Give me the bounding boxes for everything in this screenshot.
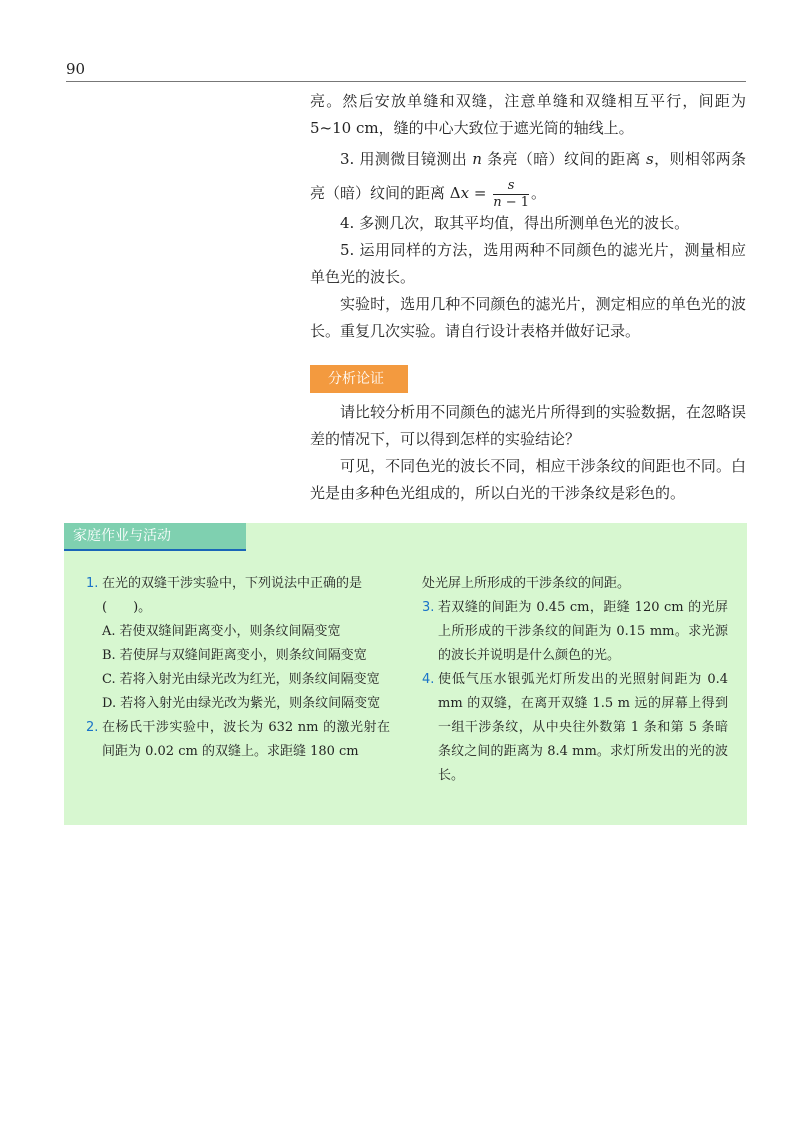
option-text: 若将入射光由绿光改为红光，则条纹间隔变宽 (119, 672, 380, 687)
paragraph-analysis-question: 请比较分析用不同颜色的滤光片所得到的实验数据，在忽略误差的情况下，可以得到怎样的实验结论？ (310, 403, 746, 448)
paragraph-step-4: 4. 多测几次，取其平均值，得出所测单色光的波长。 (340, 214, 690, 232)
option-text: 若使双缝间距离变小，则条纹间隔变宽 (119, 624, 341, 639)
question-3 (422, 596, 728, 668)
paragraph-step-3 (310, 142, 746, 210)
option-label: C. (102, 672, 116, 687)
paragraph-continuation: 亮。然后安放单缝和双缝，注意单缝和双缝相互平行，间距为5~10 cm，缝的中心大致位于遮光筒的轴线上。 (310, 92, 746, 137)
homework-panel (64, 523, 747, 825)
paragraph-analysis-conclusion: 可见，不同色光的波长不同，相应干涉条纹的间距也不同。白光是由多种色光组成的，所以白光的干涉条纹是彩色的。 (310, 457, 746, 502)
question-1-option-c (102, 668, 390, 692)
var-x: x (460, 184, 470, 202)
question-3-number: 3. (422, 600, 435, 615)
question-1-option-d (102, 692, 390, 716)
step3-text-5: 。 (531, 184, 547, 202)
option-label: A. (102, 624, 116, 639)
homework-title: 家庭作业与活动 (64, 523, 246, 551)
homework-left-column (86, 572, 390, 764)
step3-text-4: = (469, 184, 492, 202)
step3-text-3: ，则相邻两条亮（暗）纹间的距离 Δ (310, 150, 746, 202)
var-n: n (472, 150, 482, 168)
question-2 (86, 716, 390, 764)
homework-right-column (422, 572, 728, 788)
header-rule (66, 81, 746, 82)
question-1-blank: ( )。 (102, 600, 152, 615)
paragraph-experiment-note: 实验时，选用几种不同颜色的滤光片，测定相应的单色光的波长。重复几次实验。请自行设计表格并做好记录。 (310, 295, 746, 340)
fraction-numerator: s (493, 179, 529, 195)
option-label: B. (102, 648, 116, 663)
question-1 (86, 572, 390, 620)
question-2-number: 2. (86, 720, 99, 735)
fraction-denominator-var: n (493, 194, 502, 210)
step3-text-2: 条亮（暗）纹间的距离 (481, 150, 646, 168)
question-4 (422, 668, 728, 788)
var-s: s (646, 150, 654, 168)
main-text (310, 88, 746, 507)
fraction-denominator-rest: − 1 (501, 194, 529, 210)
question-1-number: 1. (86, 576, 99, 591)
formula-fraction (493, 179, 529, 210)
question-3-text: 若双缝的间距为 0.45 cm，距缝 120 cm 的光屏上所形成的干涉条纹的间距为 0.15 mm。求光源的波长并说明是什么颜色的光。 (438, 600, 728, 663)
question-1-body (102, 572, 390, 620)
paragraph-step-5: 5. 运用同样的方法，选用两种不同颜色的滤光片，测量相应单色光的波长。 (310, 241, 746, 286)
question-4-text: 使低气压水银弧光灯所发出的光照射间距为 0.4 mm 的双缝，在离开双缝 1.5 m 远的屏幕上得到一组干涉条纹，从中央往外数第 1 条和第 5 条暗条纹之间的距离为 8.4 mm。求灯所发出的光的波长。 (438, 672, 728, 783)
question-4-number: 4. (422, 672, 435, 687)
fraction-denominator (493, 195, 529, 210)
option-text: 若使屏与双缝间距离变小，则条纹间隔变宽 (119, 648, 367, 663)
question-1-stem: 在光的双缝干涉实验中，下列说法中正确的是 (102, 576, 363, 591)
question-2-text: 在杨氏干涉实验中，波长为 632 nm 的激光射在间距为 0.02 cm 的双缝上。求距缝 180 cm (102, 720, 390, 759)
question-2-continuation: 处光屏上所形成的干涉条纹的间距。 (422, 576, 631, 591)
section-title-analysis: 分析论证 (310, 365, 408, 393)
page-number: 90 (66, 60, 86, 78)
question-1-option-b (102, 644, 390, 668)
step3-text-1: 3. 用测微目镜测出 (340, 150, 473, 168)
question-1-option-a (102, 620, 390, 644)
option-label: D. (102, 696, 117, 711)
option-text: 若将入射光由绿光改为紫光，则条纹间隔变宽 (120, 696, 381, 711)
